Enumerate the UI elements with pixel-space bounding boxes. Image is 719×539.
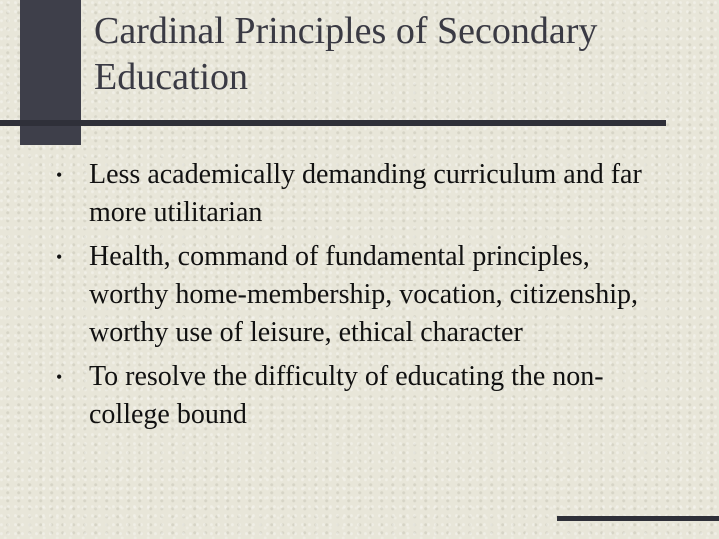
bullet-icon: • — [56, 165, 63, 185]
bullet-text: Health, command of fundamental principles, worthy home-membership, vocation, citizenship, worthy use of leisure, ethical character — [89, 241, 638, 348]
footer-rule — [557, 516, 719, 521]
bullet-item — [56, 238, 676, 352]
bullet-icon: • — [56, 247, 63, 267]
bullet-icon: • — [56, 367, 63, 387]
bullet-text: To resolve the difficulty of educating the non-college bound — [89, 361, 604, 430]
slide-title: Cardinal Principles of Secondary Education — [94, 10, 598, 98]
bullet-text: Less academically demanding curriculum and far more utilitarian — [89, 159, 642, 228]
bullet-item — [56, 358, 676, 434]
bullet-item — [56, 156, 676, 232]
title-underline-rule — [0, 120, 666, 126]
bullet-list — [56, 156, 676, 440]
